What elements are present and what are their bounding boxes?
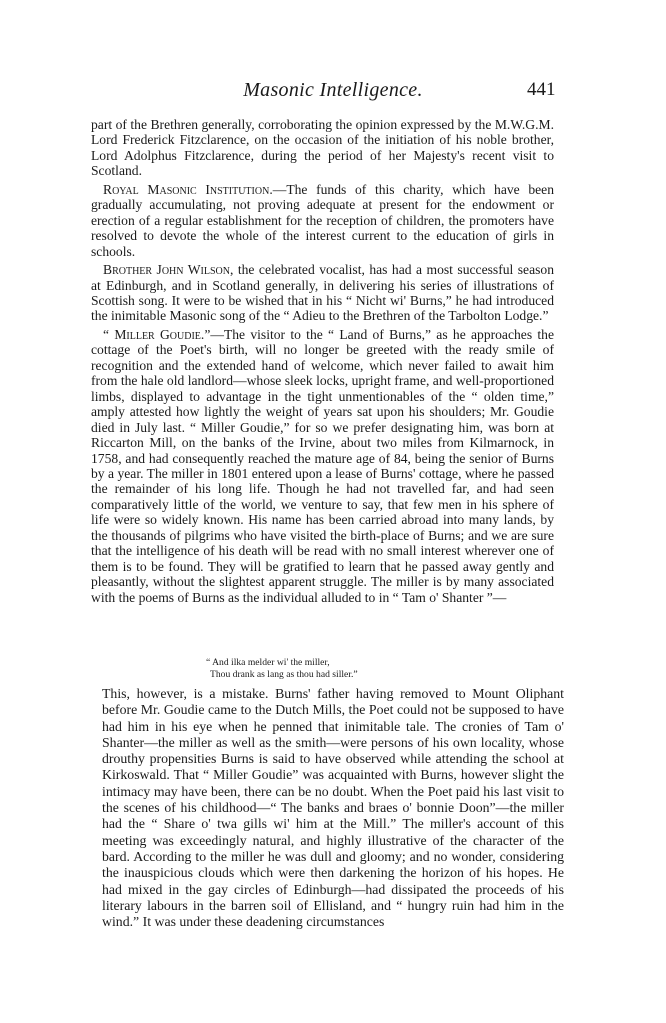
paragraph-body: —The funds of this charity, which have been gradually accumulating, not proving adequate at present for the endowment or erection of a regular establishment for the reception of children, the promoters have resolved to devote the whole of the interest current to the education of girls in schools. (91, 181, 554, 259)
paragraph-continuation: part of the Brethren generally, corroborating the opinion expressed by the M.W.G.M. Lord Frederick Fitzclarence, on the occasion of the initiation of his noble brother, Lord Adolphus Fitzclarence, during the period of her Majesty's recent visit to Scotland. (91, 117, 554, 179)
paragraph-body: the celebrated vocalist, has had a most successful season at Edinburgh, and in Scotland generally, in delivering his series of illustrations of Scottish song. It were to be wished that in his “ Nicht wi' Burns,” he had introduced the inimitable Masonic song of the “ Adieu to the Brethren of the Tarbolton Lodge.” (91, 262, 554, 324)
paragraph-miller-goudie (91, 327, 554, 605)
running-title: Masonic Intelligence. (243, 79, 423, 101)
body-text-upper (91, 117, 554, 605)
paragraph-body: ”—The visitor to the “ Land of Burns,” as he approaches the cottage of the Poet's birth, will no longer be greeted with the ready smile of recognition and the extended hand of welcome, which never failed to await him from the hale old landlord—whose sleek locks, upright frame, and well-proportioned limbs, displayed to advantage in the tight unmentionables of the “ olden time,” amply attested how lightly the weight of years sat upon his shoulders; Mr. Goudie died in July last. “ Miller Goudie,” for so we prefer designating him, was born at Riccarton Mill, on the banks of the Irvine, about two miles from Kilmarnock, in 1758, and had consequently reached the mature age of 84, being the senior of Burns by a year. The miller in 1801 entered upon a lease of Burns' cottage, where he passed the remainder of his long life. Though he had not travelled far, and had seen comparatively little of the world, we venture to say, that few men in his sphere of life were so widely known. His name has been carried abroad into many lands, by the thousands of pilgrims who have visited the birth-place of Burns; and we are sure that the intelligence of his death will be read with no small interest wherever one of them is to be found. They will be gratified to learn that he passed away gently and pleasantly, without the slightest apparent struggle. The miller is by many associated with the poems of Burns as the individual alluded to in “ Tam o' Shanter ”— (91, 326, 554, 605)
paragraph-john-wilson (91, 262, 554, 324)
verse-line: “ And ilka melder wi' the miller, (206, 657, 330, 668)
verse-line: Thou drank as lang as thou had siller.” (210, 668, 358, 680)
paragraph-mistake: This, however, is a mistake. Burns' father having removed to Mount Oliphant before Mr. Goudie came to the Dutch Mills, the Poet could not be supposed to have had him in his eye when he penned that inimitable tale. The cronies of Tam o' Shanter—the miller as well as the smith—were persons of his own locality, whose drouthy propensities Burns is said to have observed while attending the school at Kirkoswald. That “ Miller Goudie” was acquainted with Burns, however slight the intimacy may have been, there can be no doubt. When the Poet paid his last visit to the scenes of his childhood—“ The banks and braes o' bonnie Doon”—the miller had the “ Share o' twa gills wi' him at the Mill.” The miller's account of this meeting was exceedingly natural, and highly illustrative of the character of the bard. According to the miller he was dull and gloomy; and no wonder, considering the inauspicious clouds which were then darkening the horizon of his hopes. He had mixed in the gay circles of Edinburgh—had dissipated the proceeds of his literary labours in the barren soil of Ellisland, and “ hungry ruin had him in the wind.” It was under these deadening circumstances (102, 686, 564, 930)
opening-quote: “ (103, 326, 115, 342)
body-text-lower (102, 686, 564, 930)
paragraph-heading: Royal Masonic Institution. (103, 181, 273, 197)
paragraph-heading: Miller Goudie. (114, 326, 205, 342)
paragraph-royal-masonic-institution (91, 182, 554, 259)
paragraph-heading: Brother John Wilson, (103, 262, 234, 278)
page-number: 441 (527, 79, 556, 100)
verse-quotation (206, 657, 358, 680)
